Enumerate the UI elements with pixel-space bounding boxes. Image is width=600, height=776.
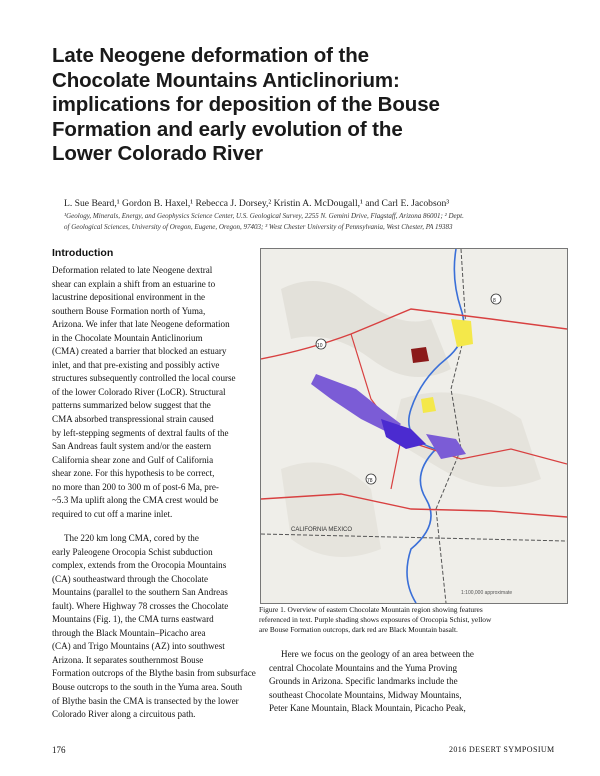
black-mountain-basalt — [411, 347, 429, 363]
text-line: Colorado River along a circuitous path. — [52, 709, 196, 720]
text-line: by left-stepping segments of dextral faults of the — [52, 427, 229, 438]
text-line: shear can explain a shift from an estuarine to — [52, 278, 216, 289]
text-line: southeast Chocolate Mountains, Midway Mountains, — [269, 689, 462, 700]
affiliation-line: ¹Geology, Minerals, Energy, and Geophysics Science Center, U.S. Geological Survey, 2255 N. Gemini Drive, Flagstaff, Arizona 86001; ² Dept. — [64, 212, 464, 220]
text-line: complex, extends from the Orocopia Mountains — [52, 560, 227, 571]
title-line: Late Neogene deformation of the — [52, 44, 369, 67]
text-line: ~5.3 Ma uplift along the CMA crest would be — [52, 495, 219, 506]
text-line: patterns summarized below suggest that the — [52, 400, 211, 411]
scale-note: 1:100,000 approximate — [461, 590, 513, 596]
author-list: L. Sue Beard,¹ Gordon B. Haxel,¹ Rebecca J. Dorsey,² Kristin A. McDougall,¹ and Carl E. Jacobson³ — [64, 198, 450, 209]
text-line: Deformation related to late Neogene dextral — [52, 265, 213, 275]
text-line: California shear zone and Gulf of California — [52, 454, 214, 465]
left-column-paragraph-1 — [52, 264, 252, 521]
text-line: fault). Where Highway 78 crosses the Chocolate — [52, 600, 229, 611]
text-line: of Blythe basin the CMA is transected by the lower — [52, 695, 239, 706]
text-line: Mountains (parallel to the southern San Andreas — [52, 587, 228, 598]
text-line: (CMA) created a barrier that blocked an estuary — [52, 346, 227, 357]
right-column-paragraph — [269, 648, 569, 716]
text-line: Formation outcrops of the Blythe basin from subsurface — [52, 668, 256, 679]
text-line: Grounds in Arizona. Specific landmarks include the — [269, 676, 458, 687]
text-line: of the lower Colorado River (LoCR). Structural — [52, 386, 226, 397]
text-line: Bouse outcrops to the south in the Yuma area. South — [52, 682, 243, 693]
text-line: Arizona. We infer that late Neogene deformation — [52, 319, 230, 330]
text-line: Here we focus on the geology of an area between the — [281, 649, 474, 659]
text-line: lacustrine depositional environment in the — [52, 292, 206, 303]
text-line: through the Black Mountain–Picacho area — [52, 627, 206, 638]
text-line: Peter Kane Mountain, Black Mountain, Picacho Peak, — [269, 703, 466, 714]
title-line: implications for deposition of the Bouse — [52, 93, 440, 117]
text-line: required to cut off a marine inlet. — [52, 508, 173, 519]
title-line: Formation and early evolution of the — [52, 117, 403, 141]
title-line: Lower Colorado River — [52, 142, 264, 166]
caption-line: are Bouse Formation outcrops, dark red are Black Mountain basalt. — [259, 625, 458, 634]
shield-label: 78 — [367, 478, 373, 484]
affiliations — [64, 211, 564, 233]
state-line-label: CALIFORNIA MEXICO — [291, 527, 353, 533]
shield-label: 8 — [493, 298, 496, 304]
caption-line: referenced in text. Purple shading shows exposures of Orocopia Schist, yellow — [259, 615, 492, 624]
paper-title — [52, 44, 562, 167]
section-heading: Introduction — [52, 247, 114, 259]
text-line: inlet, and that pre-existing and possibly active — [52, 359, 220, 370]
text-line: structures subsequently controlled the local course — [52, 373, 236, 384]
text-line: The 220 km long CMA, cored by the — [64, 533, 199, 543]
text-line: CMA absorbed transpressional strain caused — [52, 414, 214, 425]
text-line: (CA) and Trigo Mountains (AZ) into southwest — [52, 641, 225, 652]
affiliation-line: of Geological Sciences, University of Oregon, Eugene, Oregon, 97403; ³ West Chester University of Pennsylvania, West Chester, PA 19383 — [64, 223, 453, 231]
text-line: central Chocolate Mountains and the Yuma Proving — [269, 662, 458, 673]
text-line: Arizona. It separates southernmost Bouse — [52, 654, 204, 665]
text-line: San Andreas fault system and/or the eastern — [52, 441, 212, 452]
text-line: (CA) southeastward through the Chocolate — [52, 573, 209, 584]
text-line: southern Bouse Formation north of Yuma, — [52, 305, 206, 316]
page-number: 176 — [52, 745, 66, 755]
caption-line: Figure 1. Overview of eastern Chocolate Mountain region showing features — [259, 605, 483, 614]
shield-label: 10 — [317, 343, 323, 349]
journal-footer: 2016 DESERT SYMPOSIUM — [449, 745, 555, 754]
text-line: shear zone. For this hypothesis to be correct, — [52, 468, 215, 479]
text-line: in the Chocolate Mountain Anticlinorium — [52, 332, 203, 343]
title-line: Chocolate Mountains Anticlinorium: — [52, 68, 400, 92]
text-line: Mountains (Fig. 1), the CMA turns eastward — [52, 614, 214, 625]
figure-caption — [259, 605, 569, 635]
text-line: no more than 200 to 300 m of post-6 Ma, pre- — [52, 481, 219, 492]
text-line: early Paleogene Orocopia Schist subduction — [52, 546, 213, 557]
map-graphic — [261, 249, 567, 603]
left-column-paragraph-2 — [52, 532, 267, 722]
figure-1-map — [260, 248, 568, 604]
